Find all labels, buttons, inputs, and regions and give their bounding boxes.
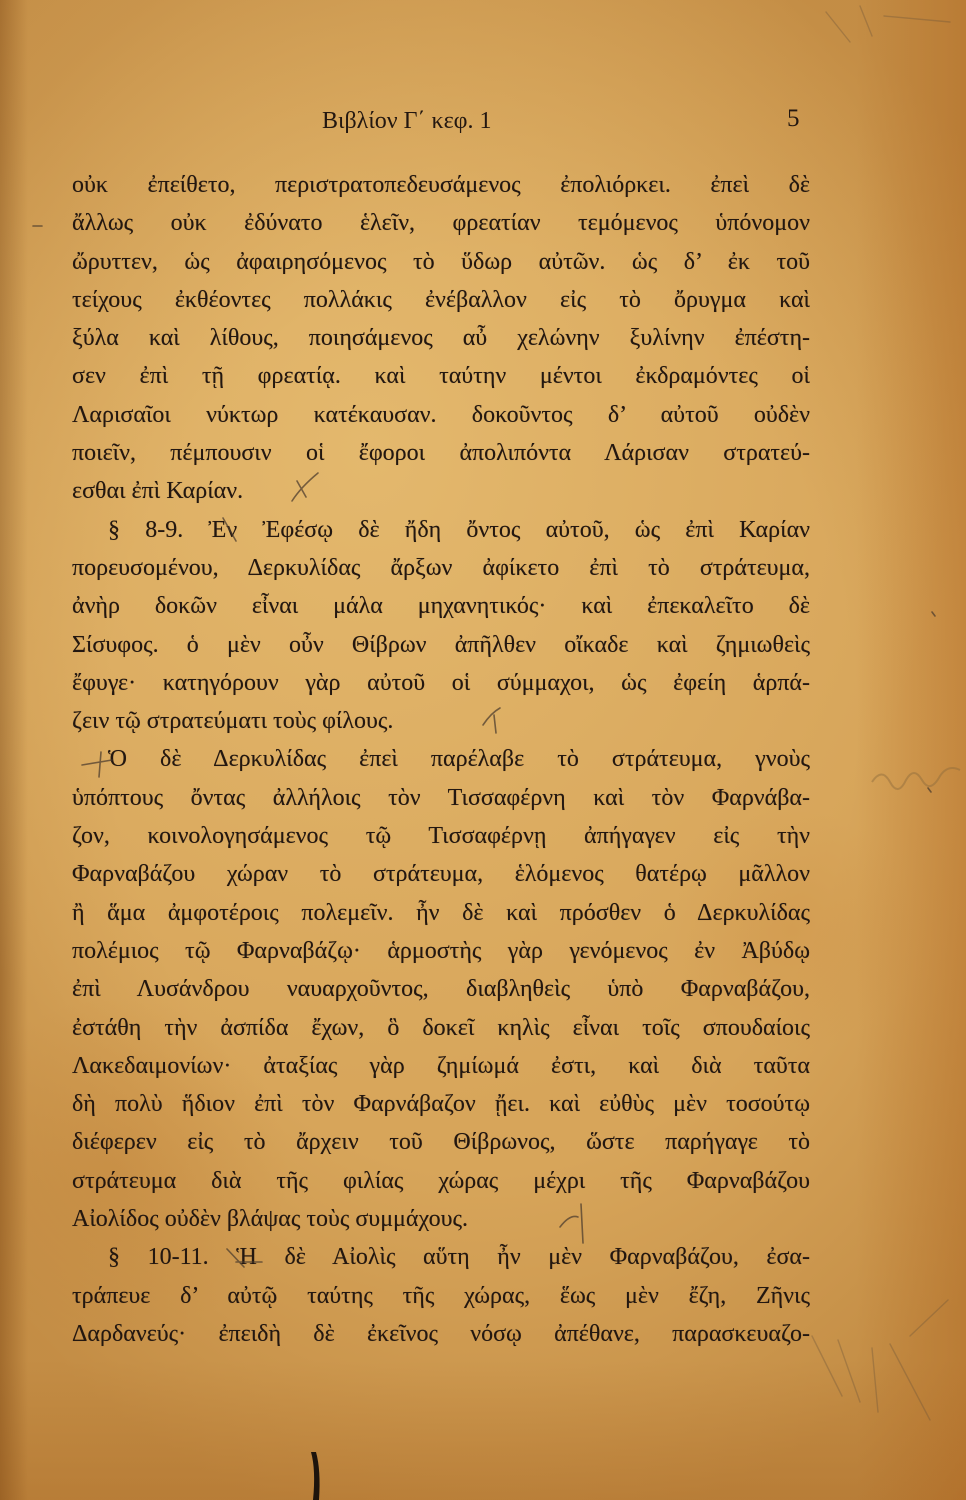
pencil-margin-dot: [932, 612, 935, 616]
text-line: ἐστάθη τὴν ἀσπίδα ἔχων, ὃ δοκεῖ κηλὶς εἶναι τοῖς σπουδαίοις: [72, 1014, 810, 1041]
text-line: τείχους ἐκθέοντες πολλάκις ἐνέβαλλον εἰς τὸ ὄρυγμα καὶ: [72, 286, 810, 313]
text-line: διέφερεν εἰς τὸ ἄρχειν τοῦ Θίβρωνος, ὥστε παρήγαγε τὸ: [72, 1129, 810, 1156]
running-head: Βιβλίον Γ΄ κεφ. 1: [322, 108, 492, 134]
paragraph: [72, 166, 810, 511]
ink-blot: [311, 1452, 320, 1500]
text-line: πορευσομένου, Δερκυλίδας ἄρξων ἀφίκετο ἐπὶ τὸ στράτευμα,: [72, 554, 810, 581]
text-line: ζον, κοινολογησάμενος τῷ Τισσαφέρνῃ ἀπήγαγεν εἰς τὴν: [72, 823, 810, 850]
text-line: Λαρισαῖοι νύκτωρ κατέκαυσαν. δοκοῦντος δ’ αὐτοῦ οὐδὲν: [72, 401, 810, 428]
text-line: ὤρυττεν, ὡς ἀφαιρησόμενος τὸ ὕδωρ αὐτῶν. ὡς δ’ ἐκ τοῦ: [72, 248, 810, 275]
text-line: ἄλλως οὐκ ἐδύνατο ἑλεῖν, φρεατίαν τεμόμενος ὑπόνομον: [72, 210, 810, 237]
text-line: εσθαι ἐπὶ Καρίαν.: [72, 478, 244, 505]
text-line: δὴ πολὺ ἥδιον ἐπὶ τὸν Φαρνάβαζον ᾔει. καὶ εὐθὺς μὲν τοσούτῳ: [72, 1091, 810, 1118]
pencil-scrawl: [812, 1300, 948, 1420]
text-line: Αἰολίδος οὐδὲν βλάψας τοὺς συμμάχους.: [72, 1206, 469, 1233]
text-line: ποιεῖν, πέμπουσιν οἱ ἔφοροι ἀπολιπόντα Λάρισαν στρατεύ-: [72, 440, 810, 467]
paragraph: [72, 740, 810, 1238]
text-line: ἔφυγε· κατηγόρουν γὰρ αὐτοῦ οἱ σύμμαχοι, ὡς ἐφείη ἁρπά-: [72, 669, 810, 696]
text-line: οὐκ ἐπείθετο, περιστρατοπεδευσάμενος ἐπολιόρκει. ἐπεὶ δὲ: [72, 172, 810, 198]
paragraph: [72, 511, 810, 741]
text-line: τράπευε δ’ αὐτῷ ταύτης τῆς χώρας, ἕως μὲν ἔζη, Ζῆνις: [72, 1282, 810, 1309]
text-line: ἐπὶ Λυσάνδρου ναυαρχοῦντος, διαβληθεὶς ὑπὸ Φαρναβάζου,: [72, 976, 810, 1003]
pencil-margin-dot: [928, 788, 931, 792]
text-line: ξύλα καὶ λίθους, ποιησάμενος αὖ χελώνην ξυλίνην ἐπέστη-: [72, 325, 810, 352]
text-line: ζειν τῷ στρατεύματι τοὺς φίλους.: [72, 708, 394, 735]
text-line: στράτευμα διὰ τῆς φιλίας χώρας μέχρι τῆς Φαρναβάζου: [72, 1167, 810, 1194]
text-line: πολέμιος τῷ Φαρναβάζῳ· ἁρμοστὴς γὰρ γενόμενος ἐν Ἀβύδῳ: [72, 937, 810, 964]
paragraph: [72, 1238, 810, 1353]
text-line: σεν ἐπὶ τῇ φρεατίᾳ. καὶ ταύτην μέντοι ἐκδραμόντες οἱ: [72, 363, 810, 390]
text-line: Λακεδαιμονίων· ἀταξίας γὰρ ζημίωμά ἐστι, καὶ διὰ ταῦτα: [72, 1052, 810, 1079]
text-line: Δαρδανεύς· ἐπειδὴ δὲ ἐκεῖνος νόσῳ ἀπέθανε, παρασκευαζο-: [72, 1320, 810, 1347]
text-line: ἢ ἅμα ἀμφοτέροις πολεμεῖν. ἦν δὲ καὶ πρόσθεν ὁ Δερκυλίδας: [72, 899, 810, 926]
body-text: [72, 166, 810, 1353]
pencil-scrawl: [826, 6, 950, 42]
text-line: ἀνὴρ δοκῶν εἶναι μάλα μηχανητικός· καὶ ἐπεκαλεῖτο δὲ: [72, 593, 810, 620]
text-line: ὑπόπτους ὄντας ἀλλήλοις τὸν Τισσαφέρνη καὶ τὸν Φαρνάβα-: [72, 784, 810, 811]
text-line: § 8-9. Ἐν Ἐφέσῳ δὲ ἤδη ὄντος αὐτοῦ, ὡς ἐπὶ Καρίαν: [108, 516, 810, 543]
bleed-through-scrawl: [872, 768, 960, 789]
text-line: Σίσυφος. ὁ μὲν οὖν Θίβρων ἀπῆλθεν οἴκαδε καὶ ζημιωθεὶς: [72, 631, 810, 658]
text-line: § 10-11. Ἡ δὲ Αἰολὶς αὕτη ἦν μὲν Φαρναβάζου, ἐσα-: [108, 1244, 810, 1271]
text-line: Φαρναβάζου χώραν τὸ στράτευμα, ἑλόμενος θατέρῳ μᾶλλον: [72, 861, 810, 888]
page-number: 5: [787, 105, 800, 132]
text-line: Ὁ δὲ Δερκυλίδας ἐπεὶ παρέλαβε τὸ στράτευμα, γνοὺς: [108, 746, 810, 773]
